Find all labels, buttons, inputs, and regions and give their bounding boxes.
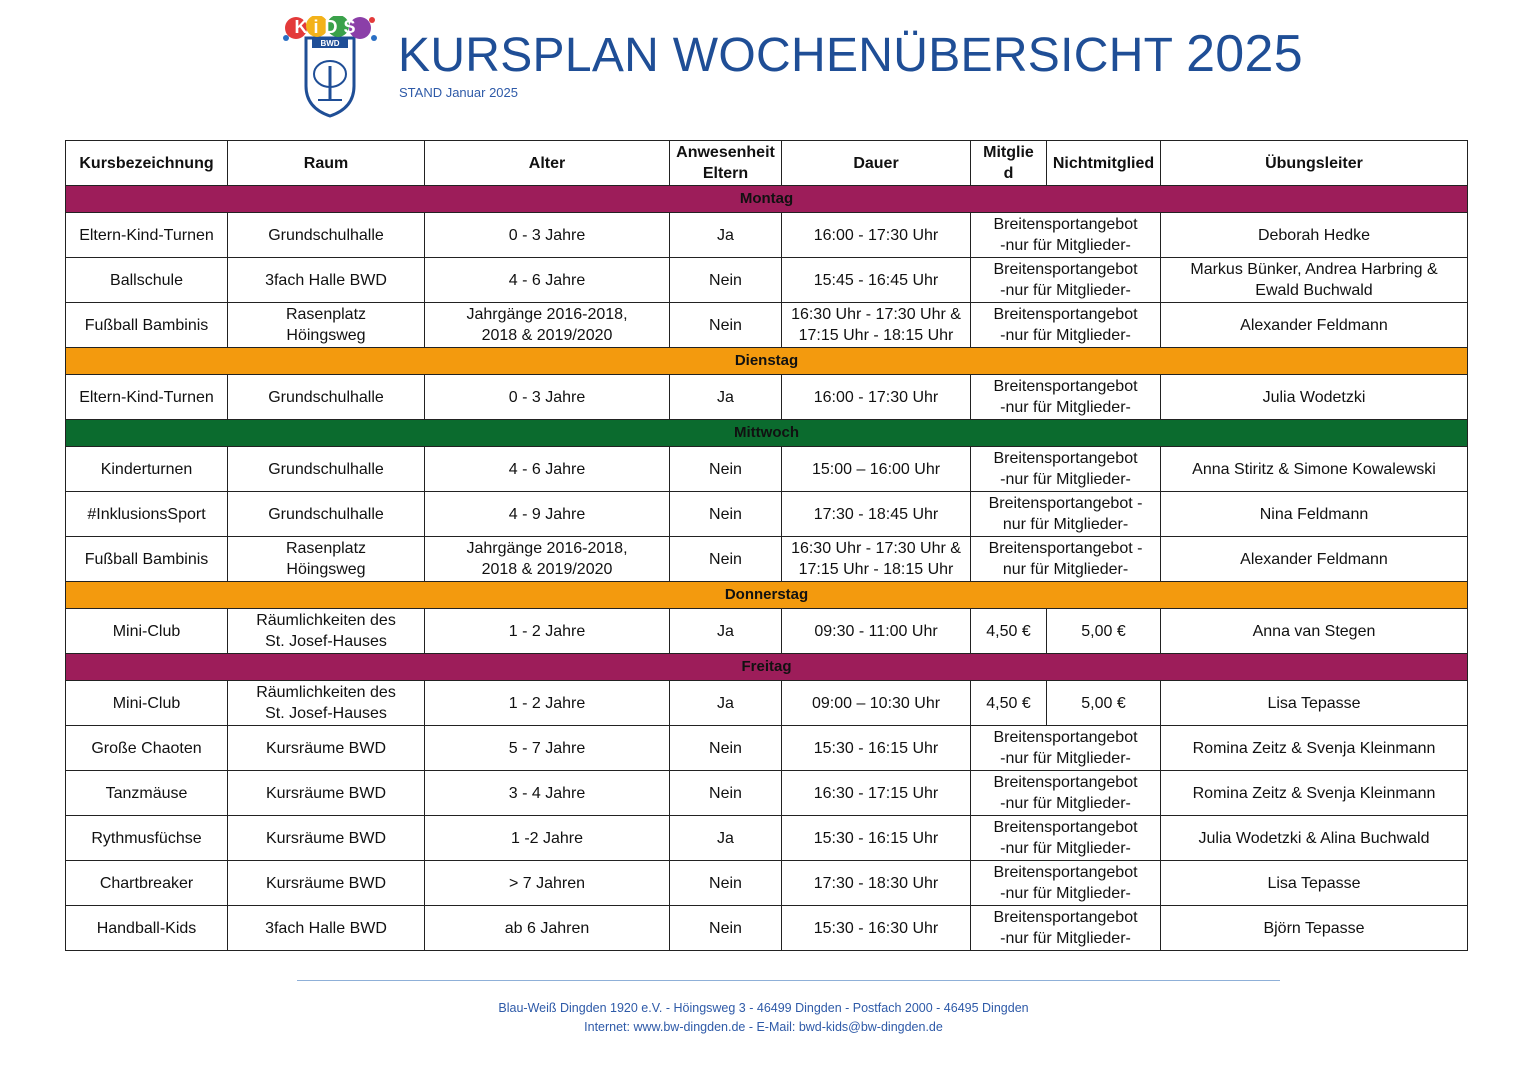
footer-address: Blau-Weiß Dingden 1920 e.V. - Höingsweg 3 - 46499 Dingden - Postfach 2000 - 46495 Dingden [498, 1001, 1029, 1015]
cell-dauer: 15:30 - 16:15 Uhr [782, 726, 971, 771]
cell-raum: 3fach Halle BWD [228, 906, 425, 951]
table-row [66, 906, 1468, 951]
stand-date: STAND Januar 2025 [399, 85, 518, 100]
cell-alter: 0 - 3 Jahre [425, 375, 670, 420]
cell-alter: 3 - 4 Jahre [425, 771, 670, 816]
day-label: Dienstag [66, 348, 1468, 375]
cell-raum: Kursräume BWD [228, 816, 425, 861]
cell-dauer: 16:30 Uhr - 17:30 Uhr & 17:15 Uhr - 18:15 Uhr [782, 303, 971, 348]
cell-preis: Breitensportangebot -nur für Mitglieder- [971, 375, 1161, 420]
table-row [66, 681, 1468, 726]
cell-alter: ab 6 Jahren [425, 906, 670, 951]
cell-dauer: 09:00 – 10:30 Uhr [782, 681, 971, 726]
cell-preis: Breitensportangebot - nur für Mitglieder- [971, 492, 1161, 537]
table-row [66, 816, 1468, 861]
cell-anwesenheit-eltern: Nein [670, 726, 782, 771]
cell-kursbezeichnung: #InklusionsSport [66, 492, 228, 537]
cell-kursbezeichnung: Fußball Bambinis [66, 537, 228, 582]
cell-dauer: 15:30 - 16:15 Uhr [782, 816, 971, 861]
cell-preis: Breitensportangebot -nur für Mitglieder- [971, 213, 1161, 258]
club-logo [282, 16, 378, 120]
cell-preis: Breitensportangebot -nur für Mitglieder- [971, 771, 1161, 816]
cell-kursbezeichnung: Chartbreaker [66, 861, 228, 906]
header-dauer: Dauer [782, 141, 971, 186]
header-kursbezeichnung: Kursbezeichnung [66, 141, 228, 186]
cell-uebungsleiter: Alexander Feldmann [1161, 303, 1468, 348]
cell-kursbezeichnung: Eltern-Kind-Turnen [66, 375, 228, 420]
page-title [398, 24, 1303, 86]
cell-alter: 0 - 3 Jahre [425, 213, 670, 258]
cell-raum: Grundschulhalle [228, 492, 425, 537]
cell-raum: Grundschulhalle [228, 375, 425, 420]
day-row-montag [66, 186, 1468, 213]
cell-dauer: 16:30 Uhr - 17:30 Uhr & 17:15 Uhr - 18:15 Uhr [782, 537, 971, 582]
cell-anwesenheit-eltern: Nein [670, 537, 782, 582]
cell-alter: 4 - 9 Jahre [425, 492, 670, 537]
cell-alter: 4 - 6 Jahre [425, 258, 670, 303]
cell-uebungsleiter: Lisa Tepasse [1161, 861, 1468, 906]
cell-kursbezeichnung: Tanzmäuse [66, 771, 228, 816]
table-row [66, 861, 1468, 906]
cell-uebungsleiter: Julia Wodetzki & Alina Buchwald [1161, 816, 1468, 861]
cell-dauer: 09:30 - 11:00 Uhr [782, 609, 971, 654]
cell-kursbezeichnung: Eltern-Kind-Turnen [66, 213, 228, 258]
cell-uebungsleiter: Romina Zeitz & Svenja Kleinmann [1161, 726, 1468, 771]
day-row-donnerstag [66, 582, 1468, 609]
cell-raum: Grundschulhalle [228, 447, 425, 492]
day-row-mittwoch [66, 420, 1468, 447]
cell-uebungsleiter: Romina Zeitz & Svenja Kleinmann [1161, 771, 1468, 816]
cell-uebungsleiter: Björn Tepasse [1161, 906, 1468, 951]
cell-alter: 1 - 2 Jahre [425, 681, 670, 726]
cell-uebungsleiter: Deborah Hedke [1161, 213, 1468, 258]
cell-uebungsleiter: Anna van Stegen [1161, 609, 1468, 654]
cell-kursbezeichnung: Fußball Bambinis [66, 303, 228, 348]
cell-kursbezeichnung: Mini-Club [66, 609, 228, 654]
title-text: KURSPLAN WOCHENÜBERSICHT [398, 29, 1173, 82]
cell-kursbezeichnung: Rythmusfüchse [66, 816, 228, 861]
cell-alter: 5 - 7 Jahre [425, 726, 670, 771]
cell-kursbezeichnung: Große Chaoten [66, 726, 228, 771]
header-nichtmitglied: Nichtmitglied [1047, 141, 1161, 186]
cell-nichtmitglied: 5,00 € [1047, 681, 1161, 726]
day-label: Mittwoch [66, 420, 1468, 447]
table-row [66, 726, 1468, 771]
cell-anwesenheit-eltern: Nein [670, 303, 782, 348]
table-row [66, 258, 1468, 303]
day-label: Freitag [66, 654, 1468, 681]
cell-anwesenheit-eltern: Nein [670, 861, 782, 906]
cell-dauer: 17:30 - 18:45 Uhr [782, 492, 971, 537]
cell-nichtmitglied: 5,00 € [1047, 609, 1161, 654]
cell-dauer: 15:45 - 16:45 Uhr [782, 258, 971, 303]
cell-dauer: 17:30 - 18:30 Uhr [782, 861, 971, 906]
cell-preis: Breitensportangebot -nur für Mitglieder- [971, 906, 1161, 951]
cell-anwesenheit-eltern: Ja [670, 375, 782, 420]
header-raum: Raum [228, 141, 425, 186]
cell-dauer: 15:00 – 16:00 Uhr [782, 447, 971, 492]
cell-raum: Kursräume BWD [228, 726, 425, 771]
cell-mitglied: 4,50 € [971, 609, 1047, 654]
header-mitglied: Mitglie d [971, 141, 1047, 186]
cell-kursbezeichnung: Handball-Kids [66, 906, 228, 951]
footer-divider [297, 980, 1280, 981]
table-row [66, 492, 1468, 537]
cell-preis: Breitensportangebot -nur für Mitglieder- [971, 726, 1161, 771]
header-anwesenheit-eltern: Anwesenheit Eltern [670, 141, 782, 186]
header-uebungsleiter: Übungsleiter [1161, 141, 1468, 186]
cell-anwesenheit-eltern: Nein [670, 771, 782, 816]
day-label: Donnerstag [66, 582, 1468, 609]
course-table [65, 140, 1468, 951]
cell-raum: Räumlichkeiten des St. Josef-Hauses [228, 609, 425, 654]
cell-uebungsleiter: Lisa Tepasse [1161, 681, 1468, 726]
cell-raum: Räumlichkeiten des St. Josef-Hauses [228, 681, 425, 726]
header-alter: Alter [425, 141, 670, 186]
cell-anwesenheit-eltern: Ja [670, 816, 782, 861]
cell-uebungsleiter: Nina Feldmann [1161, 492, 1468, 537]
table-header-row [66, 141, 1468, 186]
cell-anwesenheit-eltern: Nein [670, 447, 782, 492]
cell-anwesenheit-eltern: Nein [670, 258, 782, 303]
cell-preis: Breitensportangebot -nur für Mitglieder- [971, 258, 1161, 303]
cell-raum: Rasenplatz Höingsweg [228, 537, 425, 582]
cell-anwesenheit-eltern: Ja [670, 681, 782, 726]
cell-uebungsleiter: Markus Bünker, Andrea Harbring & Ewald Buchwald [1161, 258, 1468, 303]
table-row [66, 447, 1468, 492]
footer-contact: Internet: www.bw-dingden.de - E-Mail: bwd-kids@bw-dingden.de [584, 1020, 943, 1034]
cell-uebungsleiter: Alexander Feldmann [1161, 537, 1468, 582]
day-row-freitag [66, 654, 1468, 681]
day-row-dienstag [66, 348, 1468, 375]
cell-kursbezeichnung: Kinderturnen [66, 447, 228, 492]
cell-dauer: 16:00 - 17:30 Uhr [782, 375, 971, 420]
cell-alter: > 7 Jahren [425, 861, 670, 906]
cell-anwesenheit-eltern: Ja [670, 609, 782, 654]
table-row [66, 213, 1468, 258]
cell-raum: Kursräume BWD [228, 861, 425, 906]
cell-dauer: 15:30 - 16:30 Uhr [782, 906, 971, 951]
cell-mitglied: 4,50 € [971, 681, 1047, 726]
cell-alter: Jahrgänge 2016-2018, 2018 & 2019/2020 [425, 537, 670, 582]
cell-raum: Grundschulhalle [228, 213, 425, 258]
table-row [66, 771, 1468, 816]
cell-kursbezeichnung: Ballschule [66, 258, 228, 303]
cell-alter: 1 -2 Jahre [425, 816, 670, 861]
cell-raum: 3fach Halle BWD [228, 258, 425, 303]
cell-raum: Rasenplatz Höingsweg [228, 303, 425, 348]
cell-dauer: 16:30 - 17:15 Uhr [782, 771, 971, 816]
cell-alter: 4 - 6 Jahre [425, 447, 670, 492]
cell-uebungsleiter: Julia Wodetzki [1161, 375, 1468, 420]
cell-anwesenheit-eltern: Nein [670, 906, 782, 951]
table-row [66, 303, 1468, 348]
cell-anwesenheit-eltern: Nein [670, 492, 782, 537]
cell-anwesenheit-eltern: Ja [670, 213, 782, 258]
cell-preis: Breitensportangebot -nur für Mitglieder- [971, 816, 1161, 861]
logo-club-text: BWD [320, 39, 340, 48]
cell-alter: 1 - 2 Jahre [425, 609, 670, 654]
table-row [66, 537, 1468, 582]
cell-alter: Jahrgänge 2016-2018, 2018 & 2019/2020 [425, 303, 670, 348]
cell-preis: Breitensportangebot -nur für Mitglieder- [971, 447, 1161, 492]
cell-raum: Kursräume BWD [228, 771, 425, 816]
cell-kursbezeichnung: Mini-Club [66, 681, 228, 726]
table-row [66, 375, 1468, 420]
cell-preis: Breitensportangebot -nur für Mitglieder- [971, 303, 1161, 348]
cell-dauer: 16:00 - 17:30 Uhr [782, 213, 971, 258]
title-year: 2025 [1186, 25, 1303, 83]
cell-uebungsleiter: Anna Stiritz & Simone Kowalewski [1161, 447, 1468, 492]
day-label: Montag [66, 186, 1468, 213]
table-row [66, 609, 1468, 654]
cell-preis: Breitensportangebot -nur für Mitglieder- [971, 861, 1161, 906]
logo-kids-text: KiDS [294, 17, 362, 37]
cell-preis: Breitensportangebot - nur für Mitglieder- [971, 537, 1161, 582]
